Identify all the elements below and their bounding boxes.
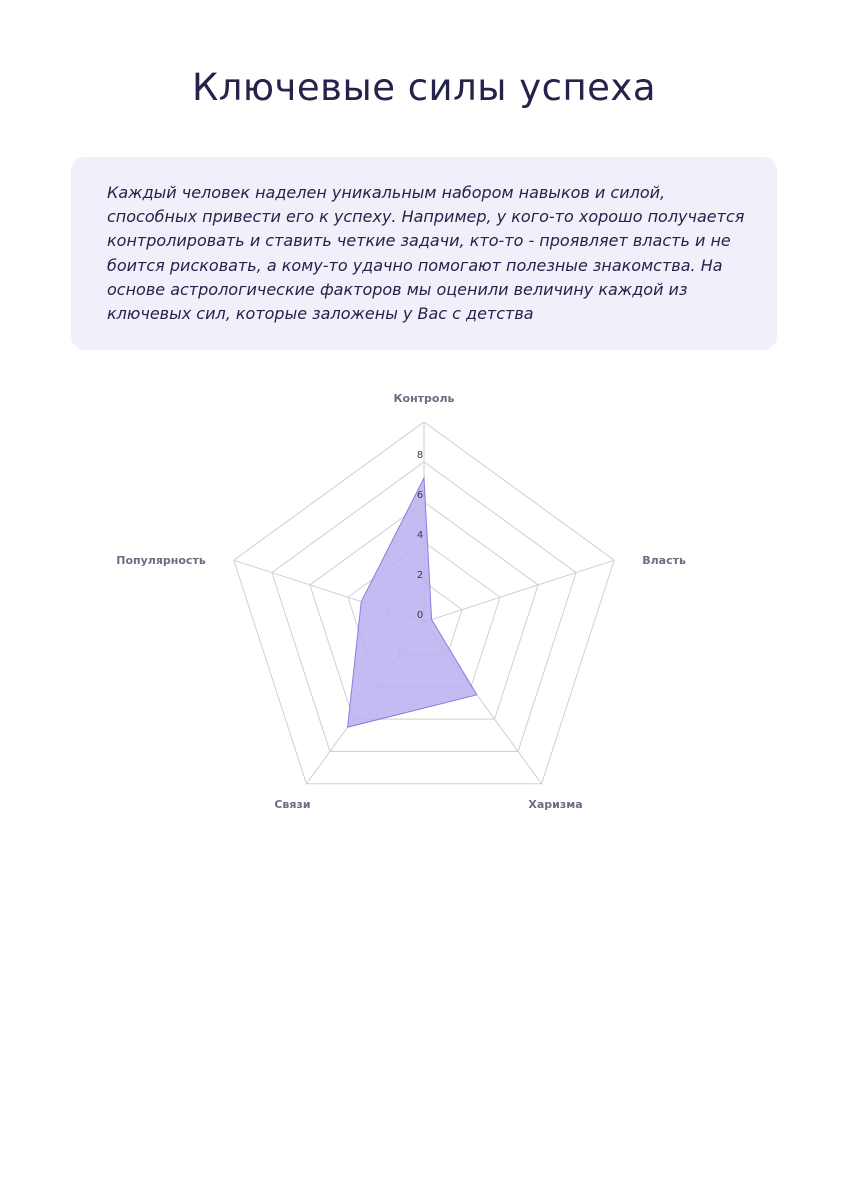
radar-tick-label: 4 — [416, 530, 424, 541]
radar-tick-label: 8 — [416, 450, 424, 461]
radar-data-area — [348, 478, 477, 727]
radar-series — [348, 478, 477, 727]
radar-axis-label: Власть — [642, 554, 686, 568]
radar-axis-label: Харизма — [528, 797, 583, 811]
radar-axis-label: Связи — [274, 797, 311, 811]
page-title: Ключевые силы успеха — [191, 66, 656, 109]
radar-spoke — [424, 560, 614, 622]
radar-tick-label: 0 — [416, 610, 424, 621]
radar-tick-label: 6 — [416, 490, 424, 501]
intro-box — [71, 157, 777, 350]
radar-axis-label: Популярность — [116, 554, 206, 568]
radar-tick-label: 2 — [416, 570, 424, 581]
intro-text: Каждый человек наделен уникальным набором навыков и силой, способных привести его к успеху. Например, у кого-то хорошо получается контролировать и ставить четкие задачи, кто-то - проявляет власть и не боится рисковать, а кому-то удачно помогают полезные знакомства. На основе астрологические факторов мы оценили величину каждой из ключевых сил, которые заложены у Вас с детства — [107, 183, 745, 324]
radar-chart — [0, 360, 848, 830]
radar-axis-label: Контроль — [393, 392, 455, 405]
